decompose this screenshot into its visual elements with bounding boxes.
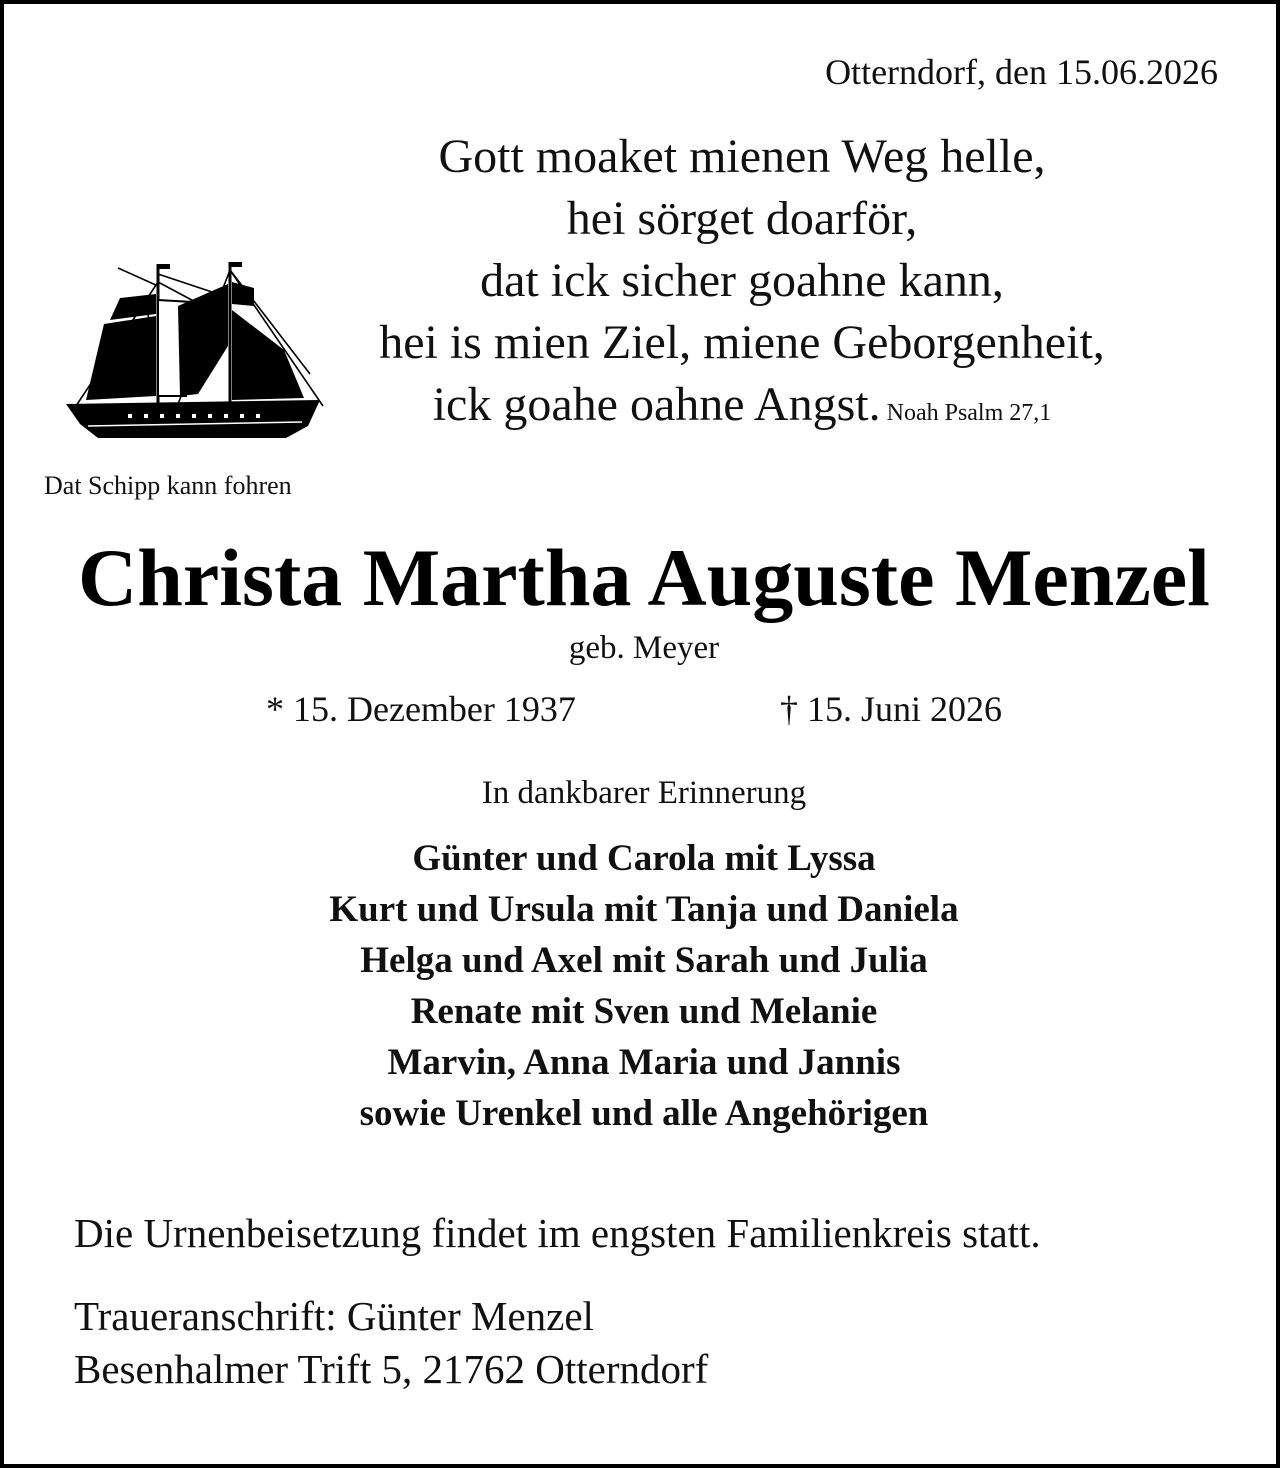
deceased-name: Christa Martha Auguste Menzel [78,532,1210,623]
place-date: Otterndorf, den 15.06.2026 [825,52,1218,92]
verse-line-last [272,374,1212,444]
maiden-name: geb. Meyer [568,630,720,666]
family-line: Renate mit Sven und Melanie [410,991,878,1032]
memory-phrase: In dankbarer Erinnerung [481,775,807,811]
verse-line: dat ick sicher goahne kann, [480,254,1004,307]
family-line: Marvin, Anna Maria und Jannis [387,1042,901,1083]
ship-caption: Dat Schipp kann fohren [44,471,292,500]
sailing-ship-icon [58,254,328,450]
mourning-address-name: Traueranschrift: Günter Menzel [74,1293,594,1339]
verse-line: Gott moaket mienen Weg helle, [438,130,1046,183]
verse-block [272,126,1212,444]
burial-note: Die Urnenbeisetzung findet im engsten Familienkreis statt. [74,1210,1041,1256]
family-line: Helga und Axel mit Sarah und Julia [360,940,928,981]
family-list [4,833,1280,1139]
verse-line: hei sörget doarför, [566,192,918,245]
family-line: sowie Urenkel und alle Angehörigen [359,1093,929,1134]
mourning-address [74,1290,708,1396]
psalm-reference: Noah Psalm 27,1 [886,400,1052,426]
mourning-address-street: Besenhalmer Trift 5, 21762 Otterndorf [74,1346,709,1392]
family-line: Günter und Carola mit Lyssa [412,838,876,879]
family-line: Kurt und Ursula mit Tanja und Daniela [329,889,959,930]
verse-line-text: ick goahe oahne Angst. [432,378,881,431]
verse-line: hei is mien Ziel, miene Geborgenheit, [379,316,1105,369]
death-date: † 15. Juni 2026 [780,689,1003,729]
birth-date: * 15. Dezember 1937 [266,689,576,729]
